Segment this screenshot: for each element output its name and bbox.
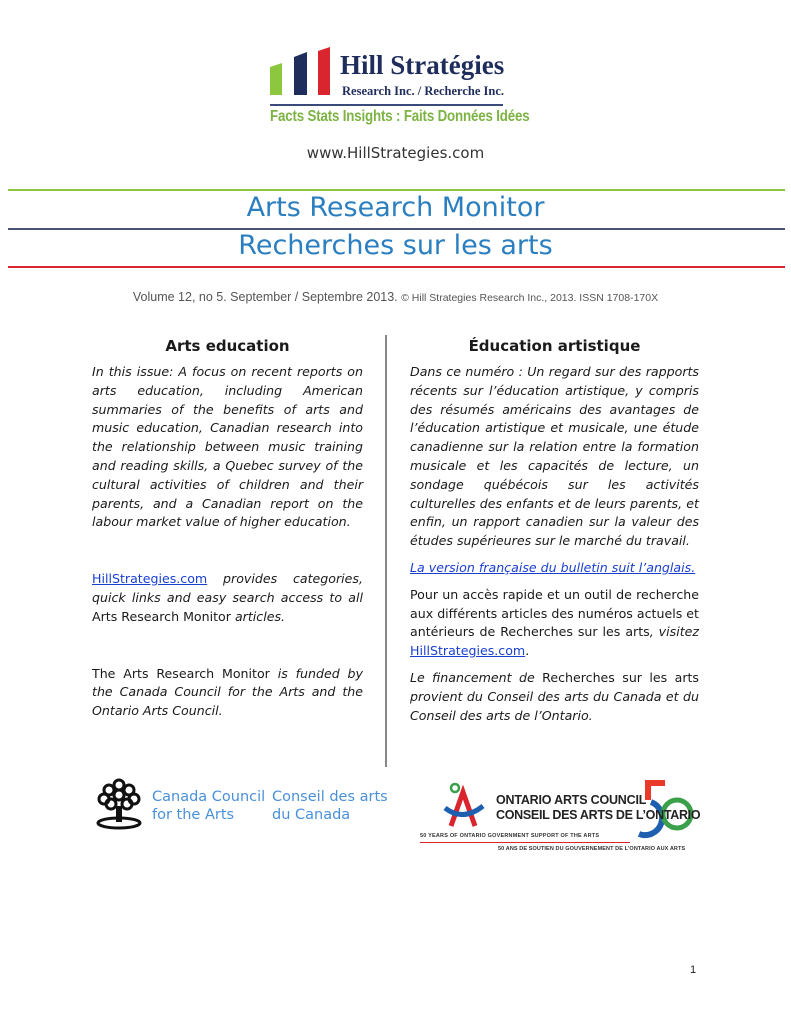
oac-tagline-rule bbox=[420, 842, 630, 843]
right-funding-text: provient du Conseil des arts du Canada et du Conseil des arts de l’Ontario. bbox=[410, 688, 699, 723]
oac-french-name: CONSEIL DES ARTS DE L’ONTARIO bbox=[496, 808, 701, 822]
right-funding-paragraph bbox=[410, 669, 699, 725]
hill-strategies-bars-logo-icon bbox=[270, 47, 330, 95]
left-funding-publication: The Arts Research Monitor bbox=[92, 665, 270, 681]
hillstrategies-link-fr[interactable]: HillStrategies.com bbox=[410, 643, 526, 659]
left-intro: In this issue: A focus on recent reports on arts education, including American summaries of the benefits of arts and music education, Canadian research into the relationship between music training and reading skills, a Quebec survey of the cultural activities of children and their parents, and a Canadian report on the labour market value of higher education. bbox=[92, 364, 363, 530]
hillstrategies-link[interactable]: HillStrategies.com bbox=[92, 571, 208, 587]
title-english: Arts Research Monitor bbox=[246, 192, 545, 223]
volume-line bbox=[0, 290, 791, 304]
red-rule bbox=[8, 266, 785, 268]
volume-issue: Volume 12, no 5. September / Septembre 2013. bbox=[132, 290, 398, 304]
title-french: Recherches sur les arts bbox=[238, 230, 553, 261]
green-rule bbox=[8, 189, 785, 191]
right-heading: Éducation artistique bbox=[468, 337, 641, 355]
right-access-visit: , visitez bbox=[649, 624, 699, 640]
left-site-text: provides categories, quick links and easy search access to all bbox=[92, 571, 363, 605]
canada-council-french bbox=[272, 788, 388, 824]
cca-fr-line2: du Canada bbox=[272, 807, 351, 823]
right-access-text: Pour un accès rapide et un outil de recherche aux différents articles des numéros actuels et antérieurs de bbox=[410, 586, 699, 640]
oac-tagline-english: 50 YEARS OF ONTARIO GOVERNMENT SUPPORT OF THE ARTS bbox=[420, 833, 600, 839]
right-funding-publication: Recherches sur les arts bbox=[542, 669, 699, 685]
cca-en-line1: Canada Council bbox=[152, 789, 266, 805]
right-access-paragraph bbox=[410, 586, 699, 661]
left-site-paragraph bbox=[92, 570, 363, 626]
left-site-publication: Arts Research Monitor bbox=[92, 608, 231, 624]
canada-council-english bbox=[152, 788, 265, 824]
brand-divider bbox=[270, 104, 503, 106]
copyright-issn: © Hill Strategies Research Inc., 2013. ISSN 1708-170X bbox=[401, 292, 659, 304]
column-divider bbox=[385, 335, 387, 767]
right-column-french bbox=[410, 335, 699, 725]
right-access-end: . bbox=[525, 643, 530, 659]
left-funding-text: is funded by the Canada Council for the Arts and the Ontario Arts Council. bbox=[92, 665, 363, 719]
left-column-english bbox=[92, 335, 363, 721]
left-site-text-end: articles. bbox=[230, 608, 286, 624]
right-intro: Dans ce numéro : Un regard sur des rapports récents sur l’éducation artistique, y compris des résumés américains des avantages de l’éducation artistique et musicale, une étude canadienne sur la relation entre la formation musicale et les capacités de lecture, un sondage québécois sur les activités culturelles des enfants et de leurs parents, et enfin, un rapport canadien sur la valeur des études supérieures sur le marché du travail. bbox=[410, 364, 699, 549]
french-version-link[interactable]: La version française du bulletin suit l’anglais. bbox=[410, 559, 696, 575]
brand-name: Hill Stratégies bbox=[340, 50, 505, 80]
canada-council-tree-icon bbox=[94, 778, 144, 830]
website-url[interactable]: www.HillStrategies.com bbox=[306, 144, 485, 162]
oac-english-name: ONTARIO ARTS COUNCIL bbox=[496, 793, 647, 807]
brand-subtitle: Research Inc. / Recherche Inc. bbox=[342, 84, 505, 98]
cca-en-line2: for the Arts bbox=[152, 807, 235, 823]
cca-fr-line1: Conseil des arts bbox=[272, 789, 388, 805]
oac-tagline-french: 50 ANS DE SOUTIEN DU GOUVERNEMENT DE L’ONTARIO AUX ARTS bbox=[498, 846, 686, 852]
left-funding-paragraph bbox=[92, 665, 363, 721]
page-number: 1 bbox=[690, 964, 697, 976]
right-funding-start: Le financement de bbox=[410, 669, 543, 685]
right-access-publication: Recherches sur les arts bbox=[500, 624, 650, 640]
brand-tagline: Facts Stats Insights : Faits Données Idées bbox=[270, 108, 530, 125]
left-heading: Arts education bbox=[165, 337, 290, 355]
